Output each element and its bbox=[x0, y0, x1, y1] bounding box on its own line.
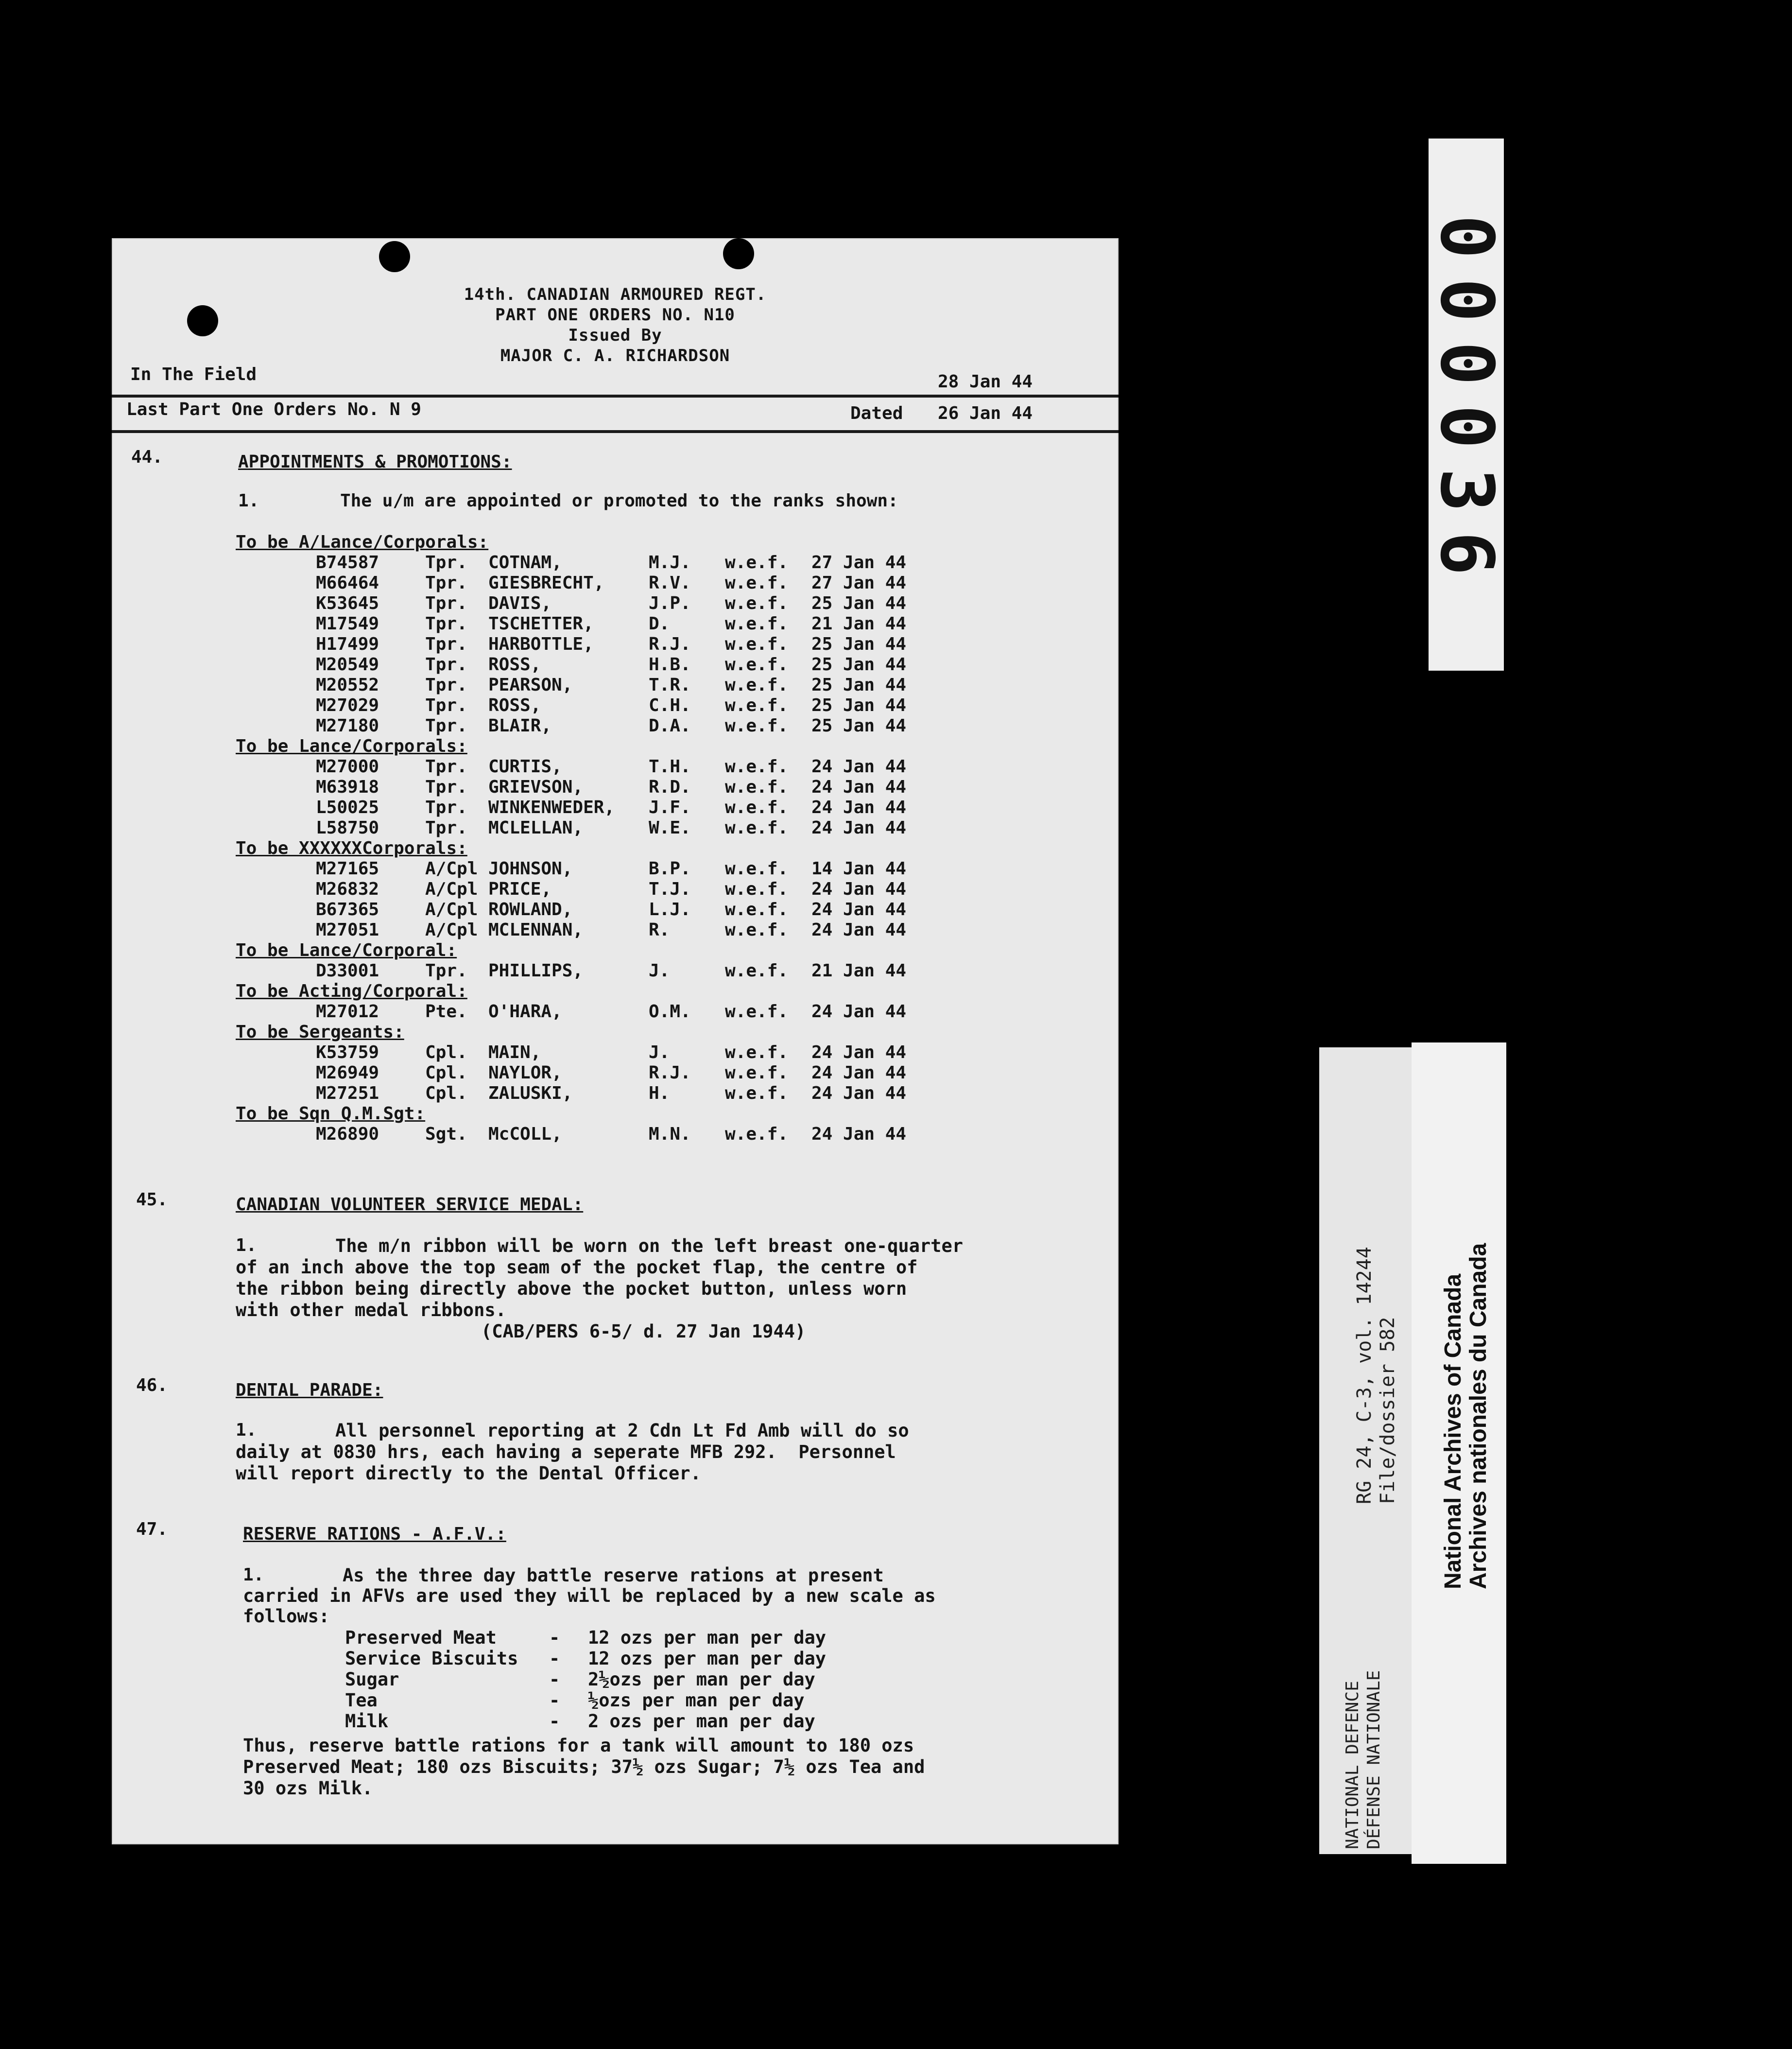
group-heading: To be Lance/Corporals: bbox=[236, 736, 467, 756]
service-number: B74587 bbox=[316, 553, 379, 573]
initials: D. bbox=[649, 614, 670, 634]
initials: J.P. bbox=[649, 593, 691, 613]
rank: Cpl. bbox=[425, 1063, 467, 1083]
rank: Sgt. bbox=[425, 1124, 467, 1144]
surname: TSCHETTER, bbox=[488, 614, 594, 634]
section-number: 44. bbox=[131, 447, 163, 467]
ration-dash: - bbox=[549, 1648, 560, 1669]
service-number: L50025 bbox=[316, 798, 379, 817]
surname: ROSS, bbox=[488, 695, 541, 715]
surname: GIESBRECHT, bbox=[488, 573, 604, 593]
rank: Cpl. bbox=[425, 1083, 467, 1103]
group-heading: To be Lance/Corporal: bbox=[236, 940, 457, 960]
wef: w.e.f. bbox=[725, 1002, 789, 1022]
paragraph-line: Preserved Meat; 180 ozs Biscuits; 37½ ozs Sugar; 7½ ozs Tea and bbox=[243, 1756, 925, 1777]
effective-date: 25 Jan 44 bbox=[811, 634, 907, 654]
orders-title: PART ONE ORDERS NO. N10 bbox=[495, 305, 735, 325]
rank: Tpr. bbox=[425, 716, 467, 736]
effective-date: 24 Jan 44 bbox=[811, 1063, 907, 1083]
service-number: M20549 bbox=[316, 655, 379, 675]
appointment-row bbox=[112, 1124, 1084, 1145]
initials: O.M. bbox=[649, 1002, 691, 1022]
effective-date: 25 Jan 44 bbox=[811, 695, 907, 715]
initials: D.A. bbox=[649, 716, 691, 736]
wef: w.e.f. bbox=[725, 920, 789, 940]
service-number: M27180 bbox=[316, 716, 379, 736]
rank: Tpr. bbox=[425, 655, 467, 675]
appointment-row bbox=[112, 1083, 1084, 1104]
initials: B.P. bbox=[649, 859, 691, 879]
effective-date: 27 Jan 44 bbox=[811, 573, 907, 593]
appointment-row bbox=[112, 961, 1084, 981]
initials: R.J. bbox=[649, 634, 691, 654]
ration-item: Service Biscuits bbox=[345, 1648, 518, 1669]
initials: H.B. bbox=[649, 655, 691, 675]
section-title: CANADIAN VOLUNTEER SERVICE MEDAL: bbox=[236, 1195, 584, 1215]
surname: GRIEVSON, bbox=[488, 777, 584, 797]
surname: ROWLAND, bbox=[488, 900, 573, 920]
effective-date: 24 Jan 44 bbox=[811, 1124, 907, 1144]
appointment-row bbox=[112, 1063, 1084, 1083]
effective-date: 25 Jan 44 bbox=[811, 716, 907, 736]
ration-scale: 12 ozs per man per day bbox=[588, 1648, 827, 1669]
ration-scale: 12 ozs per man per day bbox=[588, 1627, 827, 1648]
appointment-row bbox=[112, 900, 1084, 920]
appointment-row bbox=[112, 573, 1084, 593]
appointment-row bbox=[112, 593, 1084, 614]
paragraph-line: follows: bbox=[243, 1606, 330, 1627]
paragraph-line: daily at 0830 hrs, each having a seperate MFB 292. Personnel bbox=[236, 1441, 896, 1462]
surname: HARBOTTLE, bbox=[488, 634, 594, 654]
rank: Tpr. bbox=[425, 961, 467, 981]
initials: L.J. bbox=[649, 900, 691, 920]
effective-date: 24 Jan 44 bbox=[811, 1083, 907, 1103]
service-number: L58750 bbox=[316, 818, 379, 838]
effective-date: 24 Jan 44 bbox=[811, 818, 907, 838]
effective-date: 24 Jan 44 bbox=[811, 900, 907, 920]
header-rule bbox=[112, 395, 1119, 398]
ration-row bbox=[112, 1711, 1035, 1732]
service-number: M17549 bbox=[316, 614, 379, 634]
reference-line: File/dossier 582 bbox=[1377, 1317, 1399, 1504]
wef: w.e.f. bbox=[725, 675, 789, 695]
effective-date: 14 Jan 44 bbox=[811, 859, 907, 879]
wef: w.e.f. bbox=[725, 900, 789, 920]
dated-label: Dated bbox=[850, 403, 903, 423]
ration-item: Sugar bbox=[345, 1669, 399, 1690]
surname: PHILLIPS, bbox=[488, 961, 584, 981]
effective-date: 24 Jan 44 bbox=[811, 777, 907, 797]
rank: Tpr. bbox=[425, 593, 467, 613]
location: In The Field bbox=[130, 365, 257, 384]
service-number: D33001 bbox=[316, 961, 379, 981]
surname: BLAIR, bbox=[488, 716, 552, 736]
rank: A/Cpl bbox=[425, 900, 478, 920]
initials: T.J. bbox=[649, 879, 691, 899]
wef: w.e.f. bbox=[725, 798, 789, 817]
appointment-row bbox=[112, 798, 1084, 818]
document-page bbox=[112, 238, 1119, 1844]
section-number: 45. bbox=[136, 1190, 168, 1210]
initials: R.D. bbox=[649, 777, 691, 797]
surname: PRICE, bbox=[488, 879, 552, 899]
wef: w.e.f. bbox=[725, 777, 789, 797]
wef: w.e.f. bbox=[725, 879, 789, 899]
effective-date: 24 Jan 44 bbox=[811, 1002, 907, 1022]
rank: Tpr. bbox=[425, 573, 467, 593]
service-number: M20552 bbox=[316, 675, 379, 695]
surname: NAYLOR, bbox=[488, 1063, 562, 1083]
wef: w.e.f. bbox=[725, 593, 789, 613]
surname: McCOLL, bbox=[488, 1124, 562, 1144]
paragraph-line: Thus, reserve battle rations for a tank will amount to 180 ozs bbox=[243, 1735, 914, 1756]
ration-dash: - bbox=[549, 1627, 560, 1648]
rank: Tpr. bbox=[425, 798, 467, 817]
service-number: K53645 bbox=[316, 593, 379, 613]
surname: O'HARA, bbox=[488, 1002, 562, 1022]
ration-dash: - bbox=[549, 1669, 560, 1690]
wef: w.e.f. bbox=[725, 1042, 789, 1062]
surname: WINKENWEDER, bbox=[488, 798, 615, 817]
paragraph-line: All personnel reporting at 2 Cdn Lt Fd Amb will do so bbox=[335, 1420, 909, 1441]
group-heading: To be A/Lance/Corporals: bbox=[236, 532, 489, 552]
archive-reference-label bbox=[1319, 1047, 1412, 1854]
section-title: APPOINTMENTS & PROMOTIONS: bbox=[238, 452, 512, 472]
surname: ZALUSKI, bbox=[488, 1083, 573, 1103]
wef: w.e.f. bbox=[725, 695, 789, 715]
service-number: K53759 bbox=[316, 1042, 379, 1062]
rank: Tpr. bbox=[425, 757, 467, 777]
item-number: 1. bbox=[236, 1235, 257, 1255]
paragraph-line: will report directly to the Dental Officer. bbox=[236, 1463, 701, 1484]
rank: A/Cpl bbox=[425, 859, 478, 879]
initials: T.R. bbox=[649, 675, 691, 695]
appointment-row bbox=[112, 553, 1084, 573]
appointment-row bbox=[112, 920, 1084, 940]
wef: w.e.f. bbox=[725, 573, 789, 593]
institution-name: National Archives of Canada bbox=[1440, 1273, 1466, 1589]
appointment-row bbox=[112, 675, 1084, 695]
initials: R.J. bbox=[649, 1063, 691, 1083]
initials: T.H. bbox=[649, 757, 691, 777]
item-number: 1. bbox=[243, 1565, 264, 1585]
rank: Tpr. bbox=[425, 818, 467, 838]
appointment-row bbox=[112, 634, 1084, 655]
service-number: B67365 bbox=[316, 900, 379, 920]
rank: Pte. bbox=[425, 1002, 467, 1022]
wef: w.e.f. bbox=[725, 614, 789, 634]
service-number: H17499 bbox=[316, 634, 379, 654]
paragraph-line: with other medal ribbons. bbox=[236, 1300, 506, 1320]
surname: COTNAM, bbox=[488, 553, 562, 573]
rank: Tpr. bbox=[425, 695, 467, 715]
section-title: DENTAL PARADE: bbox=[236, 1380, 383, 1400]
appointment-row bbox=[112, 879, 1084, 900]
wef: w.e.f. bbox=[725, 1083, 789, 1103]
wef: w.e.f. bbox=[725, 716, 789, 736]
appointment-row bbox=[112, 655, 1084, 675]
institution-name: Archives nationales du Canada bbox=[1465, 1243, 1491, 1589]
reference: (CAB/PERS 6-5/ d. 27 Jan 1944) bbox=[481, 1321, 806, 1342]
initials: W.E. bbox=[649, 818, 691, 838]
initials: R.V. bbox=[649, 573, 691, 593]
section-number: 47. bbox=[136, 1519, 168, 1539]
department-line: NATIONAL DEFENCE bbox=[1343, 1681, 1362, 1849]
wef: w.e.f. bbox=[725, 634, 789, 654]
group-heading: To be Sergeants: bbox=[236, 1022, 404, 1042]
surname: PEARSON, bbox=[488, 675, 573, 695]
rank: A/Cpl bbox=[425, 879, 478, 899]
appointment-row bbox=[112, 695, 1084, 716]
ration-scale: 2½ozs per man per day bbox=[588, 1669, 815, 1690]
service-number: M27000 bbox=[316, 757, 379, 777]
dated-value: 26 Jan 44 bbox=[938, 403, 1033, 423]
ration-row bbox=[112, 1669, 1035, 1690]
punch-hole bbox=[723, 238, 754, 269]
department-line: DÉFENSE NATIONALE bbox=[1364, 1670, 1384, 1849]
appointment-row bbox=[112, 757, 1084, 777]
service-number: M27012 bbox=[316, 1002, 379, 1022]
reference-line: RG 24, C-3, vol. 14244 bbox=[1353, 1247, 1376, 1504]
ration-item: Milk bbox=[345, 1711, 389, 1732]
appointment-row bbox=[112, 716, 1084, 736]
section-number: 46. bbox=[136, 1375, 168, 1395]
rank: Tpr. bbox=[425, 634, 467, 654]
initials: H. bbox=[649, 1083, 670, 1103]
ration-row bbox=[112, 1690, 1035, 1711]
ration-item: Tea bbox=[345, 1690, 378, 1711]
effective-date: 24 Jan 44 bbox=[811, 757, 907, 777]
initials: M.N. bbox=[649, 1124, 691, 1144]
ration-row bbox=[112, 1648, 1035, 1669]
effective-date: 25 Jan 44 bbox=[811, 655, 907, 675]
rank: Cpl. bbox=[425, 1042, 467, 1062]
effective-date: 24 Jan 44 bbox=[811, 920, 907, 940]
appointment-row bbox=[112, 859, 1084, 879]
paragraph-line: the ribbon being directly above the pocket button, unless worn bbox=[236, 1278, 907, 1299]
wef: w.e.f. bbox=[725, 1124, 789, 1144]
unit-title: 14th. CANADIAN ARMOURED REGT. bbox=[464, 285, 767, 304]
ration-dash: - bbox=[549, 1690, 560, 1711]
effective-date: 21 Jan 44 bbox=[811, 614, 907, 634]
paragraph-line: of an inch above the top seam of the pocket flap, the centre of bbox=[236, 1257, 918, 1278]
initials: C.H. bbox=[649, 695, 691, 715]
service-number: M26832 bbox=[316, 879, 379, 899]
appointment-row bbox=[112, 614, 1084, 634]
wef: w.e.f. bbox=[725, 1063, 789, 1083]
initials: J.F. bbox=[649, 798, 691, 817]
effective-date: 27 Jan 44 bbox=[811, 553, 907, 573]
wef: w.e.f. bbox=[725, 961, 789, 981]
group-heading: To be Sqn Q.M.Sgt: bbox=[236, 1104, 426, 1124]
paragraph-line: carried in AFVs are used they will be replaced by a new scale as bbox=[243, 1585, 936, 1606]
initials: M.J. bbox=[649, 553, 691, 573]
service-number: M27051 bbox=[316, 920, 379, 940]
item-number: 1. bbox=[238, 491, 259, 511]
effective-date: 24 Jan 44 bbox=[811, 879, 907, 899]
effective-date: 24 Jan 44 bbox=[811, 798, 907, 817]
wef: w.e.f. bbox=[725, 553, 789, 573]
archive-institution-label bbox=[1412, 1042, 1506, 1864]
rank: A/Cpl bbox=[425, 920, 478, 940]
initials: R. bbox=[649, 920, 670, 940]
last-orders: Last Part One Orders No. N 9 bbox=[126, 399, 421, 419]
group-heading: To be XXXXXXCorporals: bbox=[236, 838, 467, 858]
surname: JOHNSON, bbox=[488, 859, 573, 879]
service-number: M26949 bbox=[316, 1063, 379, 1083]
service-number: M27165 bbox=[316, 859, 379, 879]
rank: Tpr. bbox=[425, 614, 467, 634]
effective-date: 21 Jan 44 bbox=[811, 961, 907, 981]
issuing-officer: MAJOR C. A. RICHARDSON bbox=[500, 346, 730, 365]
surname: MCLELLAN, bbox=[488, 818, 584, 838]
service-number: M63918 bbox=[316, 777, 379, 797]
ration-scale: ½ozs per man per day bbox=[588, 1690, 805, 1711]
item-number: 1. bbox=[236, 1420, 257, 1440]
surname: DAVIS, bbox=[488, 593, 552, 613]
wef: w.e.f. bbox=[725, 818, 789, 838]
appointment-row bbox=[112, 1002, 1084, 1022]
ration-row bbox=[112, 1627, 1035, 1649]
service-number: M27251 bbox=[316, 1083, 379, 1103]
wef: w.e.f. bbox=[725, 757, 789, 777]
service-number: M27029 bbox=[316, 695, 379, 715]
ration-dash: - bbox=[549, 1711, 560, 1732]
appointment-row bbox=[112, 818, 1084, 838]
ration-scale: 2 ozs per man per day bbox=[588, 1711, 815, 1732]
effective-date: 25 Jan 44 bbox=[811, 593, 907, 613]
service-number: M66464 bbox=[316, 573, 379, 593]
paragraph-line: The m/n ribbon will be worn on the left breast one-quarter bbox=[335, 1235, 964, 1256]
rank: Tpr. bbox=[425, 553, 467, 573]
initials: J. bbox=[649, 1042, 670, 1062]
paragraph-line: As the three day battle reserve rations at present bbox=[343, 1565, 884, 1586]
surname: ROSS, bbox=[488, 655, 541, 675]
surname: CURTIS, bbox=[488, 757, 562, 777]
section-intro: The u/m are appointed or promoted to the ranks shown: bbox=[340, 491, 898, 511]
effective-date: 25 Jan 44 bbox=[811, 675, 907, 695]
initials: J. bbox=[649, 961, 670, 981]
service-number: M26890 bbox=[316, 1124, 379, 1144]
order-date: 28 Jan 44 bbox=[938, 372, 1033, 392]
ration-item: Preserved Meat bbox=[345, 1627, 497, 1648]
appointment-row bbox=[112, 777, 1084, 798]
surname: MCLENNAN, bbox=[488, 920, 584, 940]
wef: w.e.f. bbox=[725, 859, 789, 879]
rank: Tpr. bbox=[425, 675, 467, 695]
group-heading: To be Acting/Corporal: bbox=[236, 981, 467, 1001]
punch-hole bbox=[379, 241, 410, 272]
effective-date: 24 Jan 44 bbox=[811, 1042, 907, 1062]
header-rule bbox=[112, 430, 1119, 433]
surname: MAIN, bbox=[488, 1042, 541, 1062]
issued-by: Issued By bbox=[568, 326, 662, 345]
wef: w.e.f. bbox=[725, 655, 789, 675]
appointment-row bbox=[112, 1042, 1084, 1063]
rank: Tpr. bbox=[425, 777, 467, 797]
paragraph-line: 30 ozs Milk. bbox=[243, 1778, 373, 1799]
frame-number: 000036 bbox=[1424, 214, 1509, 595]
section-title: RESERVE RATIONS - A.F.V.: bbox=[243, 1524, 506, 1544]
